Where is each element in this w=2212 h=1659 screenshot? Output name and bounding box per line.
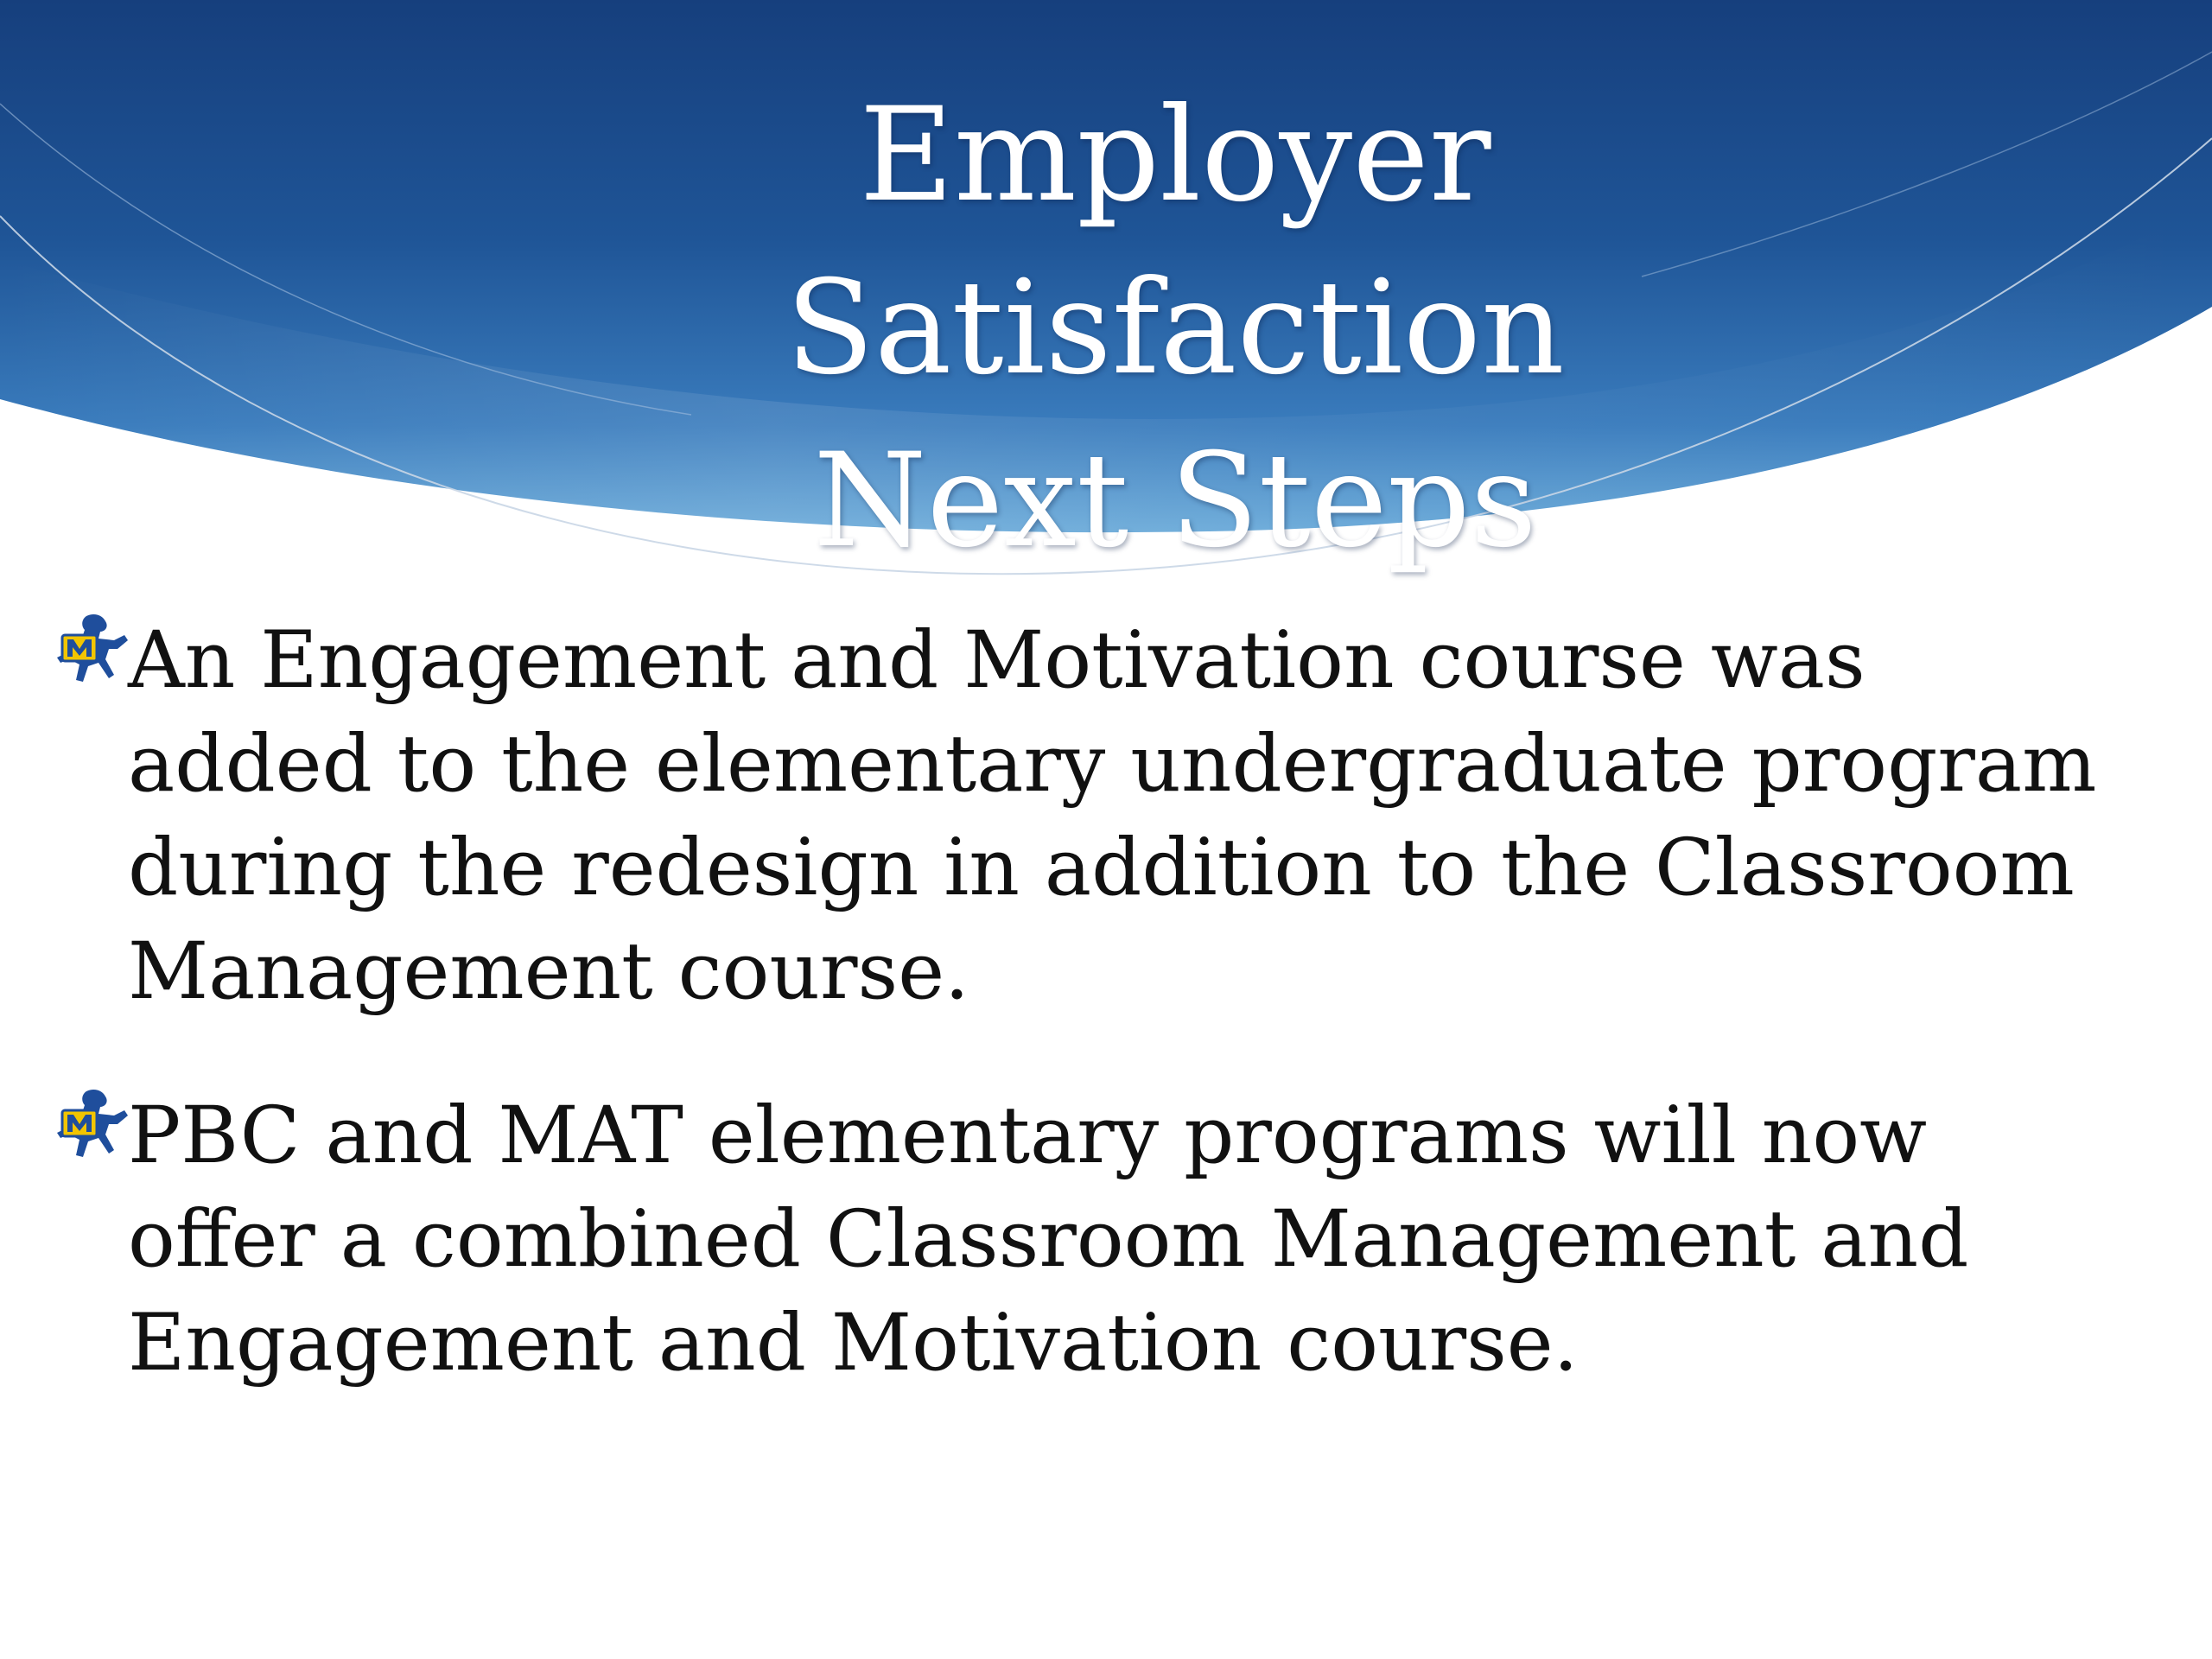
bullet-text: PBC and MAT elementary programs will now offer a combined Classroom Management and Engagement and Motivation course. — [128, 1090, 1969, 1389]
bullet-item — [0, 609, 2212, 1024]
title-line-1: Employer Satisfaction — [785, 80, 1565, 404]
mascot-logo-icon — [45, 609, 131, 696]
slide-title — [467, 69, 1884, 588]
bullet-item — [0, 1084, 2212, 1395]
bullet-list — [0, 609, 2212, 1395]
title-line-2: Next Steps — [813, 426, 1537, 576]
bullet-text: An Engagement and Motivation course was added to the elementary undergraduate program during the redesign in addition to the Classroom Management course. — [128, 615, 2097, 1017]
mascot-logo-icon — [45, 1084, 131, 1171]
